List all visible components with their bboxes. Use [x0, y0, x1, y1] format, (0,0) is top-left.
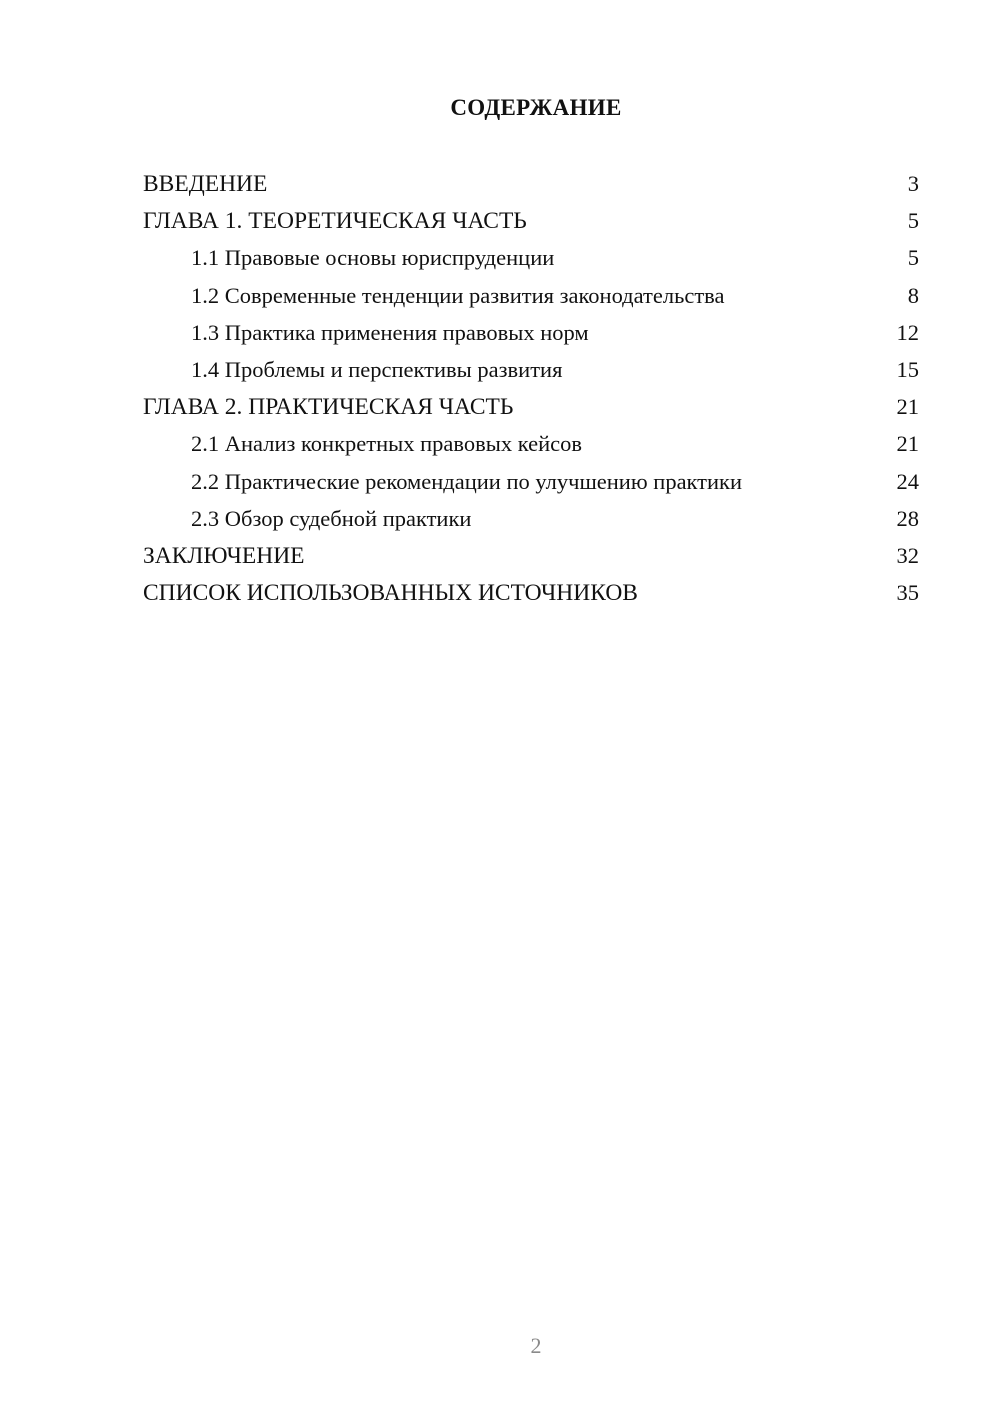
toc-entry-section-1-3[interactable] [143, 317, 919, 354]
toc-entry-page: 15 [896, 356, 919, 382]
page-title: СОДЕРЖАНИЕ [450, 95, 622, 120]
toc-entry-page: 8 [907, 282, 919, 308]
table-of-contents [143, 168, 919, 614]
toc-entry-page: 3 [907, 171, 919, 196]
toc-entry-label: 2.3 Обзор судебной практики [191, 505, 472, 531]
toc-entry-label: 1.3 Практика применения правовых норм [191, 319, 589, 345]
toc-entry-page: 28 [896, 505, 919, 531]
toc-entry-section-1-1[interactable] [143, 242, 919, 279]
toc-entry-label: ВВЕДЕНИЕ [143, 171, 268, 197]
toc-entry-label: 2.1 Анализ конкретных правовых кейсов [191, 431, 582, 457]
toc-entry-label: 2.2 Практические рекомендации по улучшению практики [191, 468, 743, 494]
toc-entry-label: 1.4 Проблемы и перспективы развития [191, 356, 563, 382]
toc-entry-page: 5 [907, 245, 919, 271]
toc-entry-conclusion[interactable] [143, 540, 919, 577]
toc-entry-page: 24 [896, 468, 919, 494]
toc-entry-label: СПИСОК ИСПОЛЬЗОВАННЫХ ИСТОЧНИКОВ [143, 580, 638, 607]
toc-entry-section-2-3[interactable] [143, 503, 919, 540]
toc-entry-introduction[interactable] [143, 168, 919, 205]
toc-entry-section-2-2[interactable] [143, 466, 919, 503]
toc-entry-section-2-1[interactable] [143, 428, 919, 465]
toc-entry-label: 1.1 Правовые основы юриспруденции [191, 245, 555, 271]
toc-entry-page: 5 [907, 208, 919, 234]
toc-entry-label: 1.2 Современные тенденции развития законодательства [191, 282, 725, 308]
toc-entry-page: 35 [896, 580, 919, 606]
toc-entry-page: 21 [896, 431, 919, 457]
page-number: 2 [530, 1333, 542, 1358]
toc-entry-section-1-4[interactable] [143, 354, 919, 391]
toc-entry-section-1-2[interactable] [143, 280, 919, 317]
toc-entry-label: ЗАКЛЮЧЕНИЕ [143, 542, 305, 569]
toc-entry-chapter-1[interactable] [143, 205, 919, 242]
toc-entry-chapter-2[interactable] [143, 391, 919, 428]
toc-entry-page: 12 [896, 319, 919, 345]
toc-entry-label: ГЛАВА 1. ТЕОРЕТИЧЕСКАЯ ЧАСТЬ [143, 208, 527, 235]
toc-entry-references[interactable] [143, 577, 919, 614]
toc-entry-page: 32 [896, 542, 919, 568]
toc-entry-label: ГЛАВА 2. ПРАКТИЧЕСКАЯ ЧАСТЬ [143, 394, 514, 421]
toc-entry-page: 21 [896, 394, 919, 420]
